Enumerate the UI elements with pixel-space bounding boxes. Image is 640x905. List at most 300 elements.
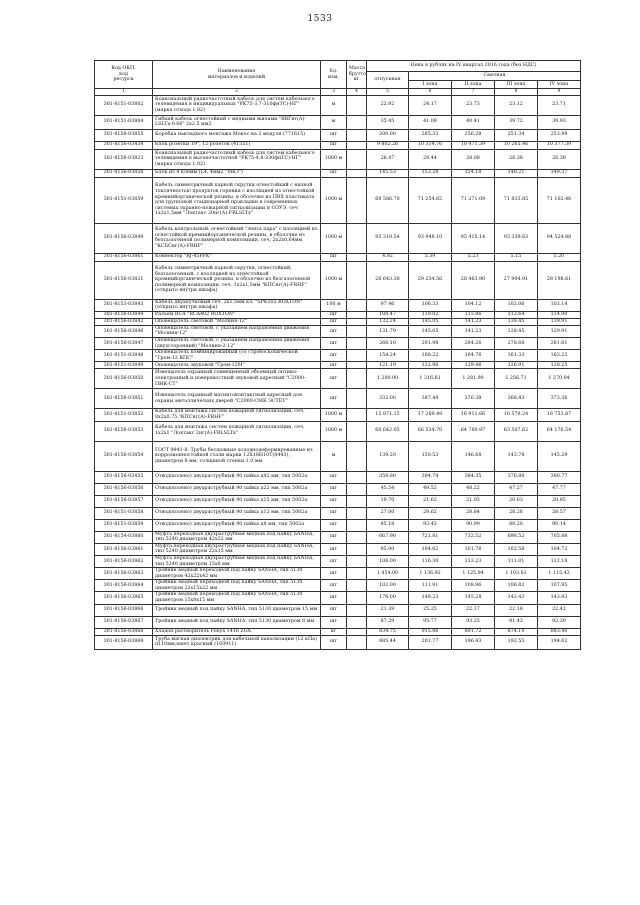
cell-name: Отвод(колено) двухраструбный 90 пайка д8 мм, тип 5002а xyxy=(153,519,321,531)
cell-zone-4: 129.91 xyxy=(538,325,581,337)
cell-code: 301-8156-03821 xyxy=(95,261,153,299)
cell-unit: шт xyxy=(321,141,347,149)
cell-zone-3: 102.58 xyxy=(495,543,538,555)
cell-unit: шт xyxy=(321,519,347,531)
cell-code: 301-8156-03847 xyxy=(95,337,153,349)
cell-zone-1: 149.23 xyxy=(409,592,452,604)
cell-release-price: 1 200.00 xyxy=(367,369,409,389)
cell-mass xyxy=(347,635,367,649)
cell-mass xyxy=(347,299,367,311)
header-mass: Масса брутто кг xyxy=(347,61,367,89)
cell-unit: кг xyxy=(321,628,347,635)
cell-release-price: 22.92 xyxy=(367,95,409,115)
cell-name: Муфта переходная двухраструбная медная под пайку SANHA, тип 5240 диаметром 22х15 мм xyxy=(153,543,321,555)
cell-zone-2: 28 463.90 xyxy=(452,261,495,299)
cell-zone-3: 161.33 xyxy=(495,350,538,362)
cell-unit: 1000 м xyxy=(321,261,347,299)
cell-zone-3: 16 579.24 xyxy=(495,409,538,421)
table-row xyxy=(95,337,581,349)
table-row xyxy=(95,149,581,169)
cell-unit: 1000 м xyxy=(321,149,347,169)
cell-unit: шт xyxy=(321,495,347,507)
cell-zone-4: 139.91 xyxy=(538,318,581,325)
table-row xyxy=(95,311,581,318)
table-row xyxy=(95,261,581,299)
cell-zone-3: 698.52 xyxy=(495,531,538,543)
cell-zone-2: 129.46 xyxy=(452,362,495,369)
table-row xyxy=(95,592,581,604)
table-row xyxy=(95,543,581,555)
cell-zone-1: 1 316.61 xyxy=(409,369,452,389)
cell-release-price: 60 642.05 xyxy=(367,421,409,441)
cell-mass xyxy=(347,318,367,325)
cell-code: 301-8156-03855 xyxy=(95,129,153,141)
cell-release-price: 27.00 xyxy=(367,507,409,519)
cell-zone-2: 141.23 xyxy=(452,318,495,325)
cell-name: Тройник медный переходной под пайку SANHA, тип 5130 диаметром 15х8х15 мм xyxy=(153,592,321,604)
cell-mass xyxy=(347,350,367,362)
cell-code: 301-8156-03869 xyxy=(95,635,153,649)
cell-code: 301-8151-03849 xyxy=(95,362,153,369)
cell-mass xyxy=(347,580,367,592)
cell-unit: шт xyxy=(321,350,347,362)
cell-zone-3: 111.01 xyxy=(495,555,538,567)
cell-mass xyxy=(347,628,367,635)
cell-zone-3: 89.20 xyxy=(495,519,538,531)
cell-zone-2: 5.23 xyxy=(452,253,495,261)
cell-unit: шт xyxy=(321,507,347,519)
header-price: Цена в рублях на IV квартал 2016 года (без НДС) xyxy=(367,61,581,72)
table-row xyxy=(95,628,581,635)
cell-code: 301-8154-03860 xyxy=(95,531,153,543)
table-row xyxy=(95,141,581,149)
cell-release-price: 4.92 xyxy=(367,253,409,261)
cell-zone-1: 116.30 xyxy=(409,555,452,567)
cell-zone-3: 376.80 xyxy=(495,471,538,483)
cell-zone-4: 1 270.04 xyxy=(538,369,581,389)
cell-unit: шт xyxy=(321,635,347,649)
cell-zone-2: 40.41 xyxy=(452,115,495,129)
cell-mass xyxy=(347,149,367,169)
cell-zone-4: 64 176.54 xyxy=(538,421,581,441)
cell-zone-4: 10 377.39 xyxy=(538,141,581,149)
cell-zone-4: 281.61 xyxy=(538,337,581,349)
cell-mass xyxy=(347,223,367,253)
cell-zone-1: 201.77 xyxy=(409,635,452,649)
cell-zone-2: 891.72 xyxy=(452,628,495,635)
cell-mass xyxy=(347,616,367,628)
cell-zone-3: 368.43 xyxy=(495,389,538,409)
cell-zone-1: 93 948.10 xyxy=(409,223,452,253)
cell-zone-3: 874.19 xyxy=(495,628,538,635)
cell-mass xyxy=(347,311,367,318)
cell-zone-2: 732.52 xyxy=(452,531,495,543)
cell-mass xyxy=(347,362,367,369)
cell-zone-1: 41.09 xyxy=(409,115,452,129)
cell-zone-1: 721.81 xyxy=(409,531,452,543)
cell-name: Оповещатель световой "Молния-12" xyxy=(153,318,321,325)
cell-mass xyxy=(347,495,367,507)
cell-release-price: 15 871.15 xyxy=(367,409,409,421)
cell-name: Тройник медный под пайку SANHA, тип 5130 диаметром 15 мм xyxy=(153,604,321,616)
cell-zone-4: 1 115.43 xyxy=(538,568,581,580)
cell-code: 301-8151-03859 xyxy=(95,177,153,223)
cell-unit: 100 м xyxy=(321,299,347,311)
cell-zone-2: 113.23 xyxy=(452,555,495,567)
cell-code: 301-8156-03844 xyxy=(95,311,153,318)
cell-unit: шт xyxy=(321,389,347,409)
cell-mass xyxy=(347,129,367,141)
cell-zone-1: 29.44 xyxy=(409,149,452,169)
table-header xyxy=(95,61,581,96)
cell-release-price: 85.18 xyxy=(367,519,409,531)
cell-unit: шт xyxy=(321,604,347,616)
cell-name: Отвод(колено) двухраструбный 90 пайка д42 мм, тип 5002а xyxy=(153,471,321,483)
cell-code: 301-8156-03861 xyxy=(95,253,153,261)
cell-mass xyxy=(347,253,367,261)
cell-zone-3: 10 265.46 xyxy=(495,141,538,149)
cell-zone-2: 71 271.09 xyxy=(452,177,495,223)
cell-zone-4: 883.40 xyxy=(538,628,581,635)
cell-release-price: 97.46 xyxy=(367,299,409,311)
cell-zone-3: 1 103.81 xyxy=(495,568,538,580)
cell-zone-2: 284.26 xyxy=(452,337,495,349)
cell-zone-2: 16 911.66 xyxy=(452,409,495,421)
cell-zone-4: 22.42 xyxy=(538,604,581,616)
cell-zone-3: 102.06 xyxy=(495,299,538,311)
cell-zone-3: 251.34 xyxy=(495,129,538,141)
table-row xyxy=(95,299,581,311)
cell-zone-2: 196.43 xyxy=(452,635,495,649)
cell-unit: 1000 м xyxy=(321,177,347,223)
cell-release-price: 68 586.70 xyxy=(367,177,409,223)
cell-unit: м xyxy=(321,115,347,129)
cell-name: Тройник медный переходной под пайку SANHA, тип 5130 диаметром 42х22х42 мм xyxy=(153,568,321,580)
cell-mass xyxy=(347,261,367,299)
cell-zone-1: 5.39 xyxy=(409,253,452,261)
cell-release-price: 102.00 xyxy=(367,580,409,592)
cell-mass xyxy=(347,507,367,519)
table-row xyxy=(95,507,581,519)
header-zone-4: IV зона xyxy=(538,81,581,89)
cell-zone-3: 23.12 xyxy=(495,95,538,115)
cell-code: 301-8151-03852 xyxy=(95,409,153,421)
cell-code: 301-8156-03865 xyxy=(95,592,153,604)
cell-zone-2: 21.05 xyxy=(452,495,495,507)
cell-release-price: 359.80 xyxy=(367,471,409,483)
cell-zone-1: 145.05 xyxy=(409,325,452,337)
cell-zone-4: 28 198.61 xyxy=(538,261,581,299)
cell-release-price: 121.19 xyxy=(367,362,409,369)
cell-name: Хладон растворитель Fonyx 1416 ZGX xyxy=(153,628,321,635)
cell-code: 301-8156-03853 xyxy=(95,421,153,441)
cell-zone-4: 28.39 xyxy=(538,149,581,169)
cell-zone-3: 63 507.62 xyxy=(495,421,538,441)
cell-zone-4: 47.77 xyxy=(538,483,581,495)
header-name: Наименование материалов и изделий xyxy=(153,61,321,89)
table-row xyxy=(95,635,581,649)
cell-zone-3: 128.45 xyxy=(495,325,538,337)
cell-release-price: 95.00 xyxy=(367,543,409,555)
cell-name: Оповещатель звуковой "Гром-12М" xyxy=(153,362,321,369)
cell-zone-2: 384.35 xyxy=(452,471,495,483)
cell-unit: шт xyxy=(321,325,347,337)
cell-release-price: 332.00 xyxy=(367,389,409,409)
cell-release-price: 139.29 xyxy=(367,441,409,471)
table-row xyxy=(95,471,581,483)
cell-zone-1: 25.25 xyxy=(409,604,452,616)
cell-zone-1: 29.62 xyxy=(409,507,452,519)
cell-zone-4: 253.99 xyxy=(538,129,581,141)
cell-code: 301-8156-03864 xyxy=(95,580,153,592)
cell-zone-3: 126.91 xyxy=(495,362,538,369)
cell-name: Кабель для монтажа систем пожарной сигнализации, сеч. 8х2х0,75 "КПСнг(А)-FRHF" xyxy=(153,409,321,421)
cell-code: 301-8151-03848 xyxy=(95,350,153,362)
cell-zone-2: 48.22 xyxy=(452,483,495,495)
cell-zone-2: 154.18 xyxy=(452,169,495,177)
cell-mass xyxy=(347,421,367,441)
cell-release-price: 45.54 xyxy=(367,483,409,495)
cell-zone-4: 149.37 xyxy=(538,169,581,177)
cell-zone-1: 17 269.49 xyxy=(409,409,452,421)
cell-name: Муфта переходная двухраструбная медная под пайку SANHA, тип 5240 диаметром 15х8 мм xyxy=(153,555,321,567)
cell-name: Кабель симметричный парной скрутки огнестойкий с низкой токсичностью продуктов горения с изоляцией из огнестойкой кремнийорганической резины, в оболочке из ПВХ пластиката для групповой стационарной прокладки в современных системах охранно-пожарной сигнализации и СОУЭ, сеч 1х2х1,5мм "Локтакс 20нг(А)-FRLSLTx" xyxy=(153,177,321,223)
cell-zone-2: 93.25 xyxy=(452,616,495,628)
cell-mass xyxy=(347,543,367,555)
cell-name: Тройник медный переходной под пайку SANHA, тип 5130 диаметром 22х15х22 мм xyxy=(153,580,321,592)
cell-name: ГОСТ 9941-8: Трубы бесшовные холоднодеформированные из коррозионностойкой стали марки 12Х18Н10Т(8443), диаметром 8 мм, толщиной стенки 1,0 мм xyxy=(153,441,321,471)
cell-zone-3: 22.18 xyxy=(495,604,538,616)
cell-zone-2: 146.68 xyxy=(452,441,495,471)
cell-zone-4: 705.88 xyxy=(538,531,581,543)
cell-release-price: 21.39 xyxy=(367,604,409,616)
cell-zone-3: 39.72 xyxy=(495,115,538,129)
cell-code: 301-8156-03439 xyxy=(95,141,153,149)
cell-zone-1: 104.62 xyxy=(409,543,452,555)
table-row xyxy=(95,531,581,543)
cell-unit: 1000 м xyxy=(321,409,347,421)
cell-mass xyxy=(347,115,367,129)
cell-mass xyxy=(347,141,367,149)
cell-zone-1: 71 254.65 xyxy=(409,177,452,223)
cell-unit: шт xyxy=(321,616,347,628)
cell-name: Кабель контрольный, огнестойкий "лента пара" с изоляцией из огнестойкой кремнийорганической резины, в оболочке из безгалогенной полимерной композиции, сеч. 2х2х0,64мм "КСБСнг(А)-FRHF" xyxy=(153,223,321,253)
table-row xyxy=(95,325,581,337)
cell-code: 301-8156-03857 xyxy=(95,495,153,507)
cell-zone-2: 22.17 xyxy=(452,604,495,616)
cell-unit: шт xyxy=(321,129,347,141)
header-zone-1: I зона xyxy=(409,81,452,89)
cell-code: 301-8151-03858 xyxy=(95,507,153,519)
cell-zone-3: 20.63 xyxy=(495,495,538,507)
cell-zone-3: 113.64 xyxy=(495,311,538,318)
cell-zone-1: 132.96 xyxy=(409,362,452,369)
cell-release-price: 200.00 xyxy=(367,129,409,141)
cell-name: Отвод(колено) двухраструбный 90 пайка д12 мм, тип 5002а xyxy=(153,507,321,519)
cell-zone-1: 93.45 xyxy=(409,519,452,531)
cell-zone-4: 373.36 xyxy=(538,389,581,409)
cell-zone-4: 39.93 xyxy=(538,115,581,129)
table-row xyxy=(95,409,581,421)
cell-mass xyxy=(347,604,367,616)
cell-zone-2: 141.23 xyxy=(452,325,495,337)
cell-zone-1: 24.17 xyxy=(409,95,452,115)
cell-code: 301-8156-03822 xyxy=(95,149,153,169)
cell-name: Разъем RCA "RCA402 ROXTON" xyxy=(153,311,321,318)
cell-release-price: 26 643.30 xyxy=(367,261,409,299)
table-row xyxy=(95,223,581,253)
cell-code: 301-8156-03867 xyxy=(95,616,153,628)
cell-zone-4: 112.18 xyxy=(538,555,581,567)
cell-zone-1: 1 136.92 xyxy=(409,568,452,580)
cell-zone-3: 148.21 xyxy=(495,169,538,177)
cell-zone-4: 16 753.87 xyxy=(538,409,581,421)
header-zone-3: III зона xyxy=(495,81,538,89)
cell-code: 301-8156-03455 xyxy=(95,471,153,483)
cell-zone-4: 380.77 xyxy=(538,471,581,483)
cell-mass xyxy=(347,483,367,495)
table-row xyxy=(95,177,581,223)
cell-zone-1: 111.91 xyxy=(409,580,452,592)
cell-mass xyxy=(347,471,367,483)
cell-code: 301-8156-03858 xyxy=(95,169,153,177)
cell-zone-2: 95 415.14 xyxy=(452,223,495,253)
cell-zone-1: 394.74 xyxy=(409,471,452,483)
table-row xyxy=(95,369,581,389)
cell-zone-4: 145.29 xyxy=(538,441,581,471)
cell-release-price: 87.29 xyxy=(367,616,409,628)
cell-name: Оповещатель световой, с указанием направления движения "Молния-12" xyxy=(153,325,321,337)
table-row xyxy=(95,483,581,495)
cell-code: 301-8156-03854 xyxy=(95,441,153,471)
cell-zone-1: 150.53 xyxy=(409,441,452,471)
cell-code: 301-8156-03850 xyxy=(95,369,153,389)
cell-release-price: 266.10 xyxy=(367,337,409,349)
cell-zone-3: 71 833.85 xyxy=(495,177,538,223)
table-row xyxy=(95,129,581,141)
page-number: 1533 xyxy=(307,14,333,24)
table-row xyxy=(95,421,581,441)
cell-unit: м xyxy=(321,441,347,471)
cell-name: Труба мягкая диэлектрик для кабельной канализации (12 кПа) d110мм,шнет красный (160911) xyxy=(153,635,321,649)
cell-zone-4: 104.72 xyxy=(538,543,581,555)
table-row xyxy=(95,95,581,115)
cell-unit: шт xyxy=(321,253,347,261)
cell-name: Тройник медный под пайку SANHA, тип 5130 диаметром 8 мм xyxy=(153,616,321,628)
cell-zone-4: 107.95 xyxy=(538,580,581,592)
cell-zone-2: 10 471.39 xyxy=(452,141,495,149)
cell-release-price: 145.53 xyxy=(367,169,409,177)
cell-code: 301-8156-03862 xyxy=(95,555,153,567)
cell-zone-3: 28.28 xyxy=(495,507,538,519)
cell-code: 301-8156-03846 xyxy=(95,325,153,337)
header-release-price: отпускная xyxy=(367,72,409,89)
table-row xyxy=(95,519,581,531)
cell-name: Коаксиальный радиочастотный кабель для систем кабельного телевидения в высокочастотной "РК75-4,8-330фнТС)-НГ" (марка отхода 1,02) xyxy=(153,149,321,169)
cell-zone-1: 66 534.70 xyxy=(409,421,452,441)
table-row xyxy=(95,568,581,580)
cell-release-price: 35.45 xyxy=(367,115,409,129)
cell-zone-2: 164.76 xyxy=(452,350,495,362)
table-body xyxy=(95,95,581,649)
cell-release-price: 106.00 xyxy=(367,555,409,567)
cell-zone-4: 94 524.88 xyxy=(538,223,581,253)
cell-name: Отвод(колено) двухраструбный 90 пайка д15 мм, тип 5002а xyxy=(153,495,321,507)
cell-unit: шт xyxy=(321,362,347,369)
cell-code: 301-8153-03843 xyxy=(95,299,153,311)
cell-release-price: 132.24 xyxy=(367,318,409,325)
cell-mass xyxy=(347,177,367,223)
cell-code: 301-8156-03856 xyxy=(95,483,153,495)
cell-unit: шт xyxy=(321,483,347,495)
cell-unit: шт xyxy=(321,580,347,592)
cell-unit: шт xyxy=(321,568,347,580)
table-row xyxy=(95,169,581,177)
cell-zone-1: 29 234.56 xyxy=(409,261,452,299)
cell-code: 301-8156-03851 xyxy=(95,389,153,409)
table-row xyxy=(95,318,581,325)
cell-zone-3: 192.55 xyxy=(495,635,538,649)
cell-zone-4: 114.90 xyxy=(538,311,581,318)
cell-zone-3: 28.38 xyxy=(495,149,538,169)
cell-unit: 1000 м xyxy=(321,223,347,253)
cell-zone-3: 47.27 xyxy=(495,483,538,495)
cell-mass xyxy=(347,555,367,567)
cell-mass xyxy=(347,337,367,349)
cell-zone-2: 90.99 xyxy=(452,519,495,531)
cell-unit: шт xyxy=(321,169,347,177)
table-row xyxy=(95,441,581,471)
cell-release-price: 834.75 xyxy=(367,628,409,635)
cell-name: Коаксиальный радиочастотный кабель для систем кабельного телевидения в индивидуальных "РК75-3,7-310фнТС)-НГ" (марка отхода 1,02) xyxy=(153,95,321,115)
cell-zone-1: 95.77 xyxy=(409,616,452,628)
cell-unit: шт xyxy=(321,543,347,555)
cell-zone-2: 64 780.97 xyxy=(452,421,495,441)
cell-release-price: 1 454.00 xyxy=(367,568,409,580)
cell-zone-4: 71 102.46 xyxy=(538,177,581,223)
cell-code: 301-8151-03804 xyxy=(95,115,153,129)
cell-zone-1: 168.22 xyxy=(409,350,452,362)
cell-zone-2: 28.84 xyxy=(452,507,495,519)
cell-mass xyxy=(347,169,367,177)
cell-unit: шт xyxy=(321,311,347,318)
cell-zone-1: 153.29 xyxy=(409,169,452,177)
table-row xyxy=(95,616,581,628)
header-zone-2: II зона xyxy=(452,81,495,89)
cell-release-price: 26.47 xyxy=(367,149,409,169)
cell-release-price: 154.24 xyxy=(367,350,409,362)
cell-unit: шт xyxy=(321,337,347,349)
cell-name: Блок розетки 19", 12 розеток (41551) xyxy=(153,141,321,149)
cell-code: 301-8156-03861 xyxy=(95,543,153,555)
table-row xyxy=(95,362,581,369)
cell-zone-2: 115.86 xyxy=(452,311,495,318)
table-row xyxy=(95,115,581,129)
cell-release-price: 19.70 xyxy=(367,495,409,507)
cell-zone-4: 128.25 xyxy=(538,362,581,369)
cell-zone-2: 23.73 xyxy=(452,95,495,115)
cell-release-price: 9 802.26 xyxy=(367,141,409,149)
cell-release-price: 131.79 xyxy=(367,325,409,337)
cell-name: Извещатель охранный магнитоконтактный адресный для охраны металлических дверей "С2000-СМК ЭСТЕТ" xyxy=(153,389,321,409)
cell-zone-3: 5.15 xyxy=(495,253,538,261)
cell-unit: шт xyxy=(321,369,347,389)
cell-release-price: 176.00 xyxy=(367,592,409,604)
cell-zone-1: 21.62 xyxy=(409,495,452,507)
table-row xyxy=(95,580,581,592)
cell-mass xyxy=(347,369,367,389)
cell-zone-3: 278.68 xyxy=(495,337,538,349)
